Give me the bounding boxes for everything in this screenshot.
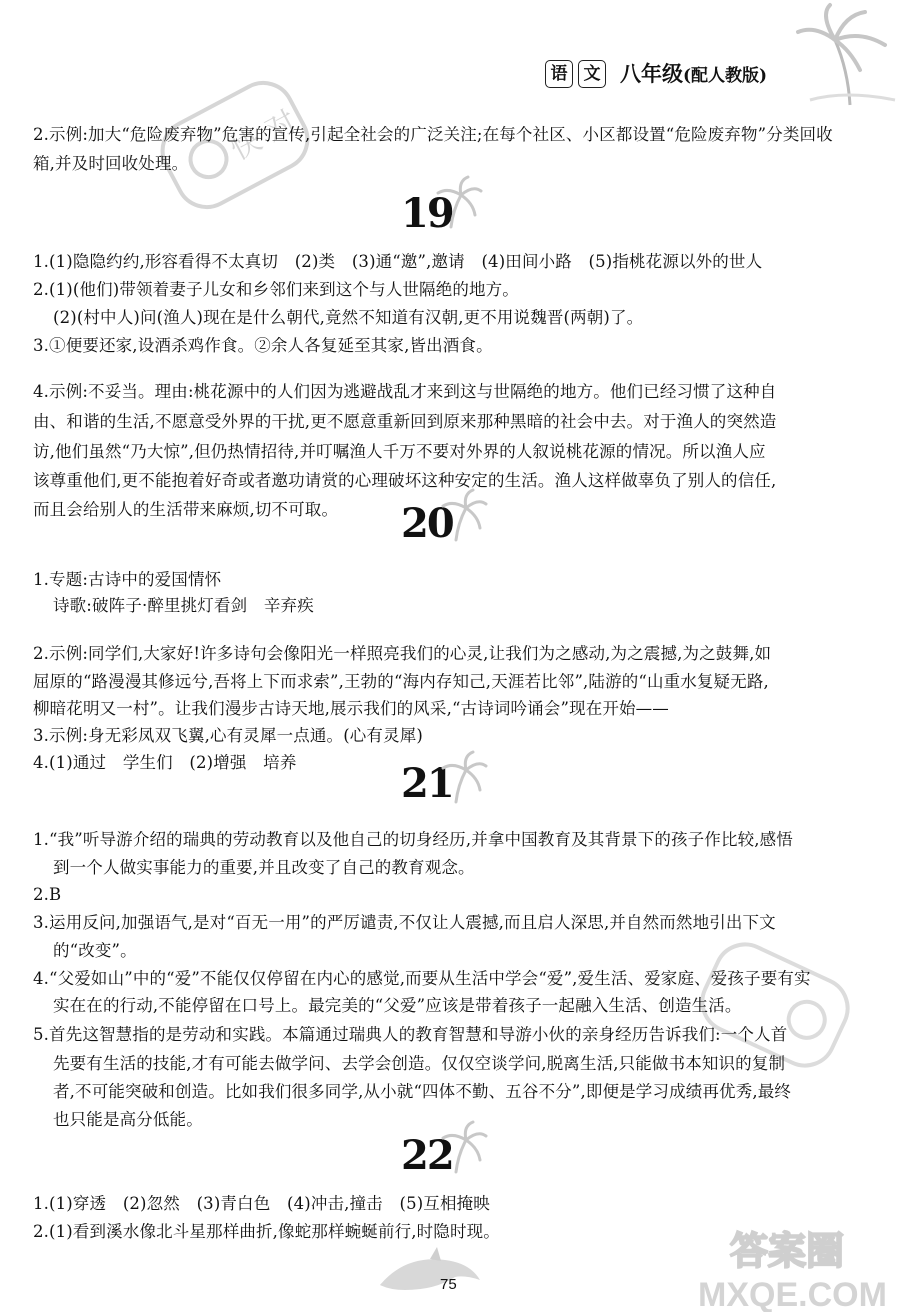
subject-badge-2: 文	[578, 60, 606, 88]
answer-line: 1.专题:古诗中的爱国情怀	[33, 570, 222, 589]
answer-line: 3.运用反问,加强语气,是对“百无一用”的严厉谴责,不仅让人震撼,而且启人深思,并自然而然地引出下文	[33, 913, 776, 932]
answer-line: 2.(1)看到溪水像北斗星那样曲折,像蛇那样蜿蜒前行,时隐时现。	[33, 1222, 500, 1241]
answer-line: (2)(村中人)问(渔人)现在是什么朝代,竟然不知道有汉朝,更不用说魏晋(两朝)了。	[53, 308, 644, 327]
answer-line: 访,他们虽然“乃大惊”,但仍热情招待,并叮嘱渔人千万不要对外界的人叙说桃花源的情况。所以渔人应	[33, 442, 766, 461]
palm-icon	[438, 750, 488, 805]
answer-line: 的“改变”。	[53, 941, 137, 960]
palm-tree-icon	[790, 0, 900, 110]
answer-line: 也只能是高分低能。	[53, 1110, 203, 1129]
dolphin-icon	[375, 1245, 485, 1305]
section-number: 21	[401, 760, 453, 807]
palm-icon	[438, 488, 488, 543]
answer-line: 而且会给别人的生活带来麻烦,切不可取。	[33, 500, 339, 519]
section-number: 20	[401, 500, 453, 547]
palm-icon	[433, 175, 483, 230]
answer-line: 2.B	[33, 885, 62, 904]
answer-line: 3.①便要还家,设酒杀鸡作食。②余人各复延至其家,皆出酒食。	[33, 336, 493, 355]
answer-line: 1.“我”听导游介绍的瑞典的劳动教育以及他自己的切身经历,并拿中国教育及其背景下的孩子作比较,感悟	[33, 830, 793, 849]
page-header	[0, 0, 900, 110]
edition-label: (配人教版)	[683, 66, 768, 86]
svg-text:快 对: 快 对	[224, 104, 303, 168]
subject-badge-1: 语	[545, 60, 573, 88]
answer-line: 1.(1)隐隐约约,形容看得不太真切 (2)类 (3)通“邀”,邀请 (4)田间小路 (5)指桃花源以外的世人	[33, 252, 763, 271]
watermark-url-text: MXQE.COM	[698, 1276, 887, 1312]
answer-line: 2.示例:同学们,大家好!许多诗句会像阳光一样照亮我们的心灵,让我们为之感动,为之震撼,为之鼓舞,如	[33, 644, 772, 663]
page-number: 75	[440, 1276, 457, 1293]
answer-line: 4.“父爱如山”中的“爱”不能仅仅停留在内心的感觉,而要从生活中学会“爱”,爱生活、爱家庭、爱孩子要有实	[33, 969, 811, 988]
header-title	[620, 58, 767, 88]
answer-line: 到一个人做实事能力的重要,并且改变了自己的教育观念。	[53, 858, 475, 877]
answer-line: 由、和谐的生活,不愿意受外界的干扰,更不愿意重新回到原来那种黑暗的社会中去。对于渔人的突然造	[33, 412, 777, 431]
watermark-cn-text: 答案圈	[730, 1231, 845, 1273]
answer-line: 1.(1)穿透 (2)忽然 (3)青白色 (4)冲击,撞击 (5)互相掩映	[33, 1194, 490, 1213]
answer-line: 诗歌:破阵子·醉里挑灯看剑 辛弃疾	[53, 596, 314, 615]
answer-line: 柳暗花明又一村”。让我们漫步古诗天地,展示我们的风采,“古诗词吟诵会”现在开始——	[33, 699, 669, 718]
answer-line: 4.示例:不妥当。理由:桃花源中的人们因为逃避战乱才来到这与世隔绝的地方。他们已经习惯了这种自	[33, 382, 777, 401]
answer-line: 该尊重他们,更不能抱着好奇或者邀功请赏的心理破坏这种安定的生活。渔人这样做辜负了别人的信任,	[33, 471, 777, 490]
answer-line: 2.示例:加大“危险废弃物”危害的宣传,引起全社会的广泛关注;在每个社区、小区都设置“危险废弃物”分类回收	[33, 125, 833, 144]
section-number: 22	[401, 1132, 453, 1179]
answer-line: 实在在的行动,不能停留在口号上。最完美的“父爱”应该是带着孩子一起融入生活、创造生活。	[53, 996, 742, 1015]
answer-line: 箱,并及时回收处理。	[33, 154, 189, 173]
answer-line: 2.(1)(他们)带领着妻子儿女和乡邻们来到这个与人世隔绝的地方。	[33, 280, 519, 299]
site-watermark-logo	[690, 1220, 895, 1312]
grade-label: 八年级	[620, 61, 683, 86]
answer-line: 5.首先这智慧指的是劳动和实践。本篇通过瑞典人的教育智慧和导游小伙的亲身经历告诉我们:一个人首	[33, 1025, 788, 1044]
answer-line: 先要有生活的技能,才有可能去做学问、去学会创造。仅仅空谈学问,脱离生活,只能做书本知识的复制	[53, 1054, 786, 1073]
answer-line: 4.(1)通过 学生们 (2)增强 培养	[33, 753, 297, 772]
section-number: 19	[401, 190, 453, 237]
answer-line: 3.示例:身无彩凤双飞翼,心有灵犀一点通。(心有灵犀)	[33, 726, 423, 745]
answer-line: 屈原的“路漫漫其修远兮,吾将上下而求索”,王勃的“海内存知己,天涯若比邻”,陆游的“山重水复疑无路,	[33, 672, 769, 691]
palm-icon	[438, 1120, 488, 1175]
answer-line: 者,不可能突破和创造。比如我们很多同学,从小就“四体不勤、五谷不分”,即便是学习成绩再优秀,最终	[53, 1082, 792, 1101]
